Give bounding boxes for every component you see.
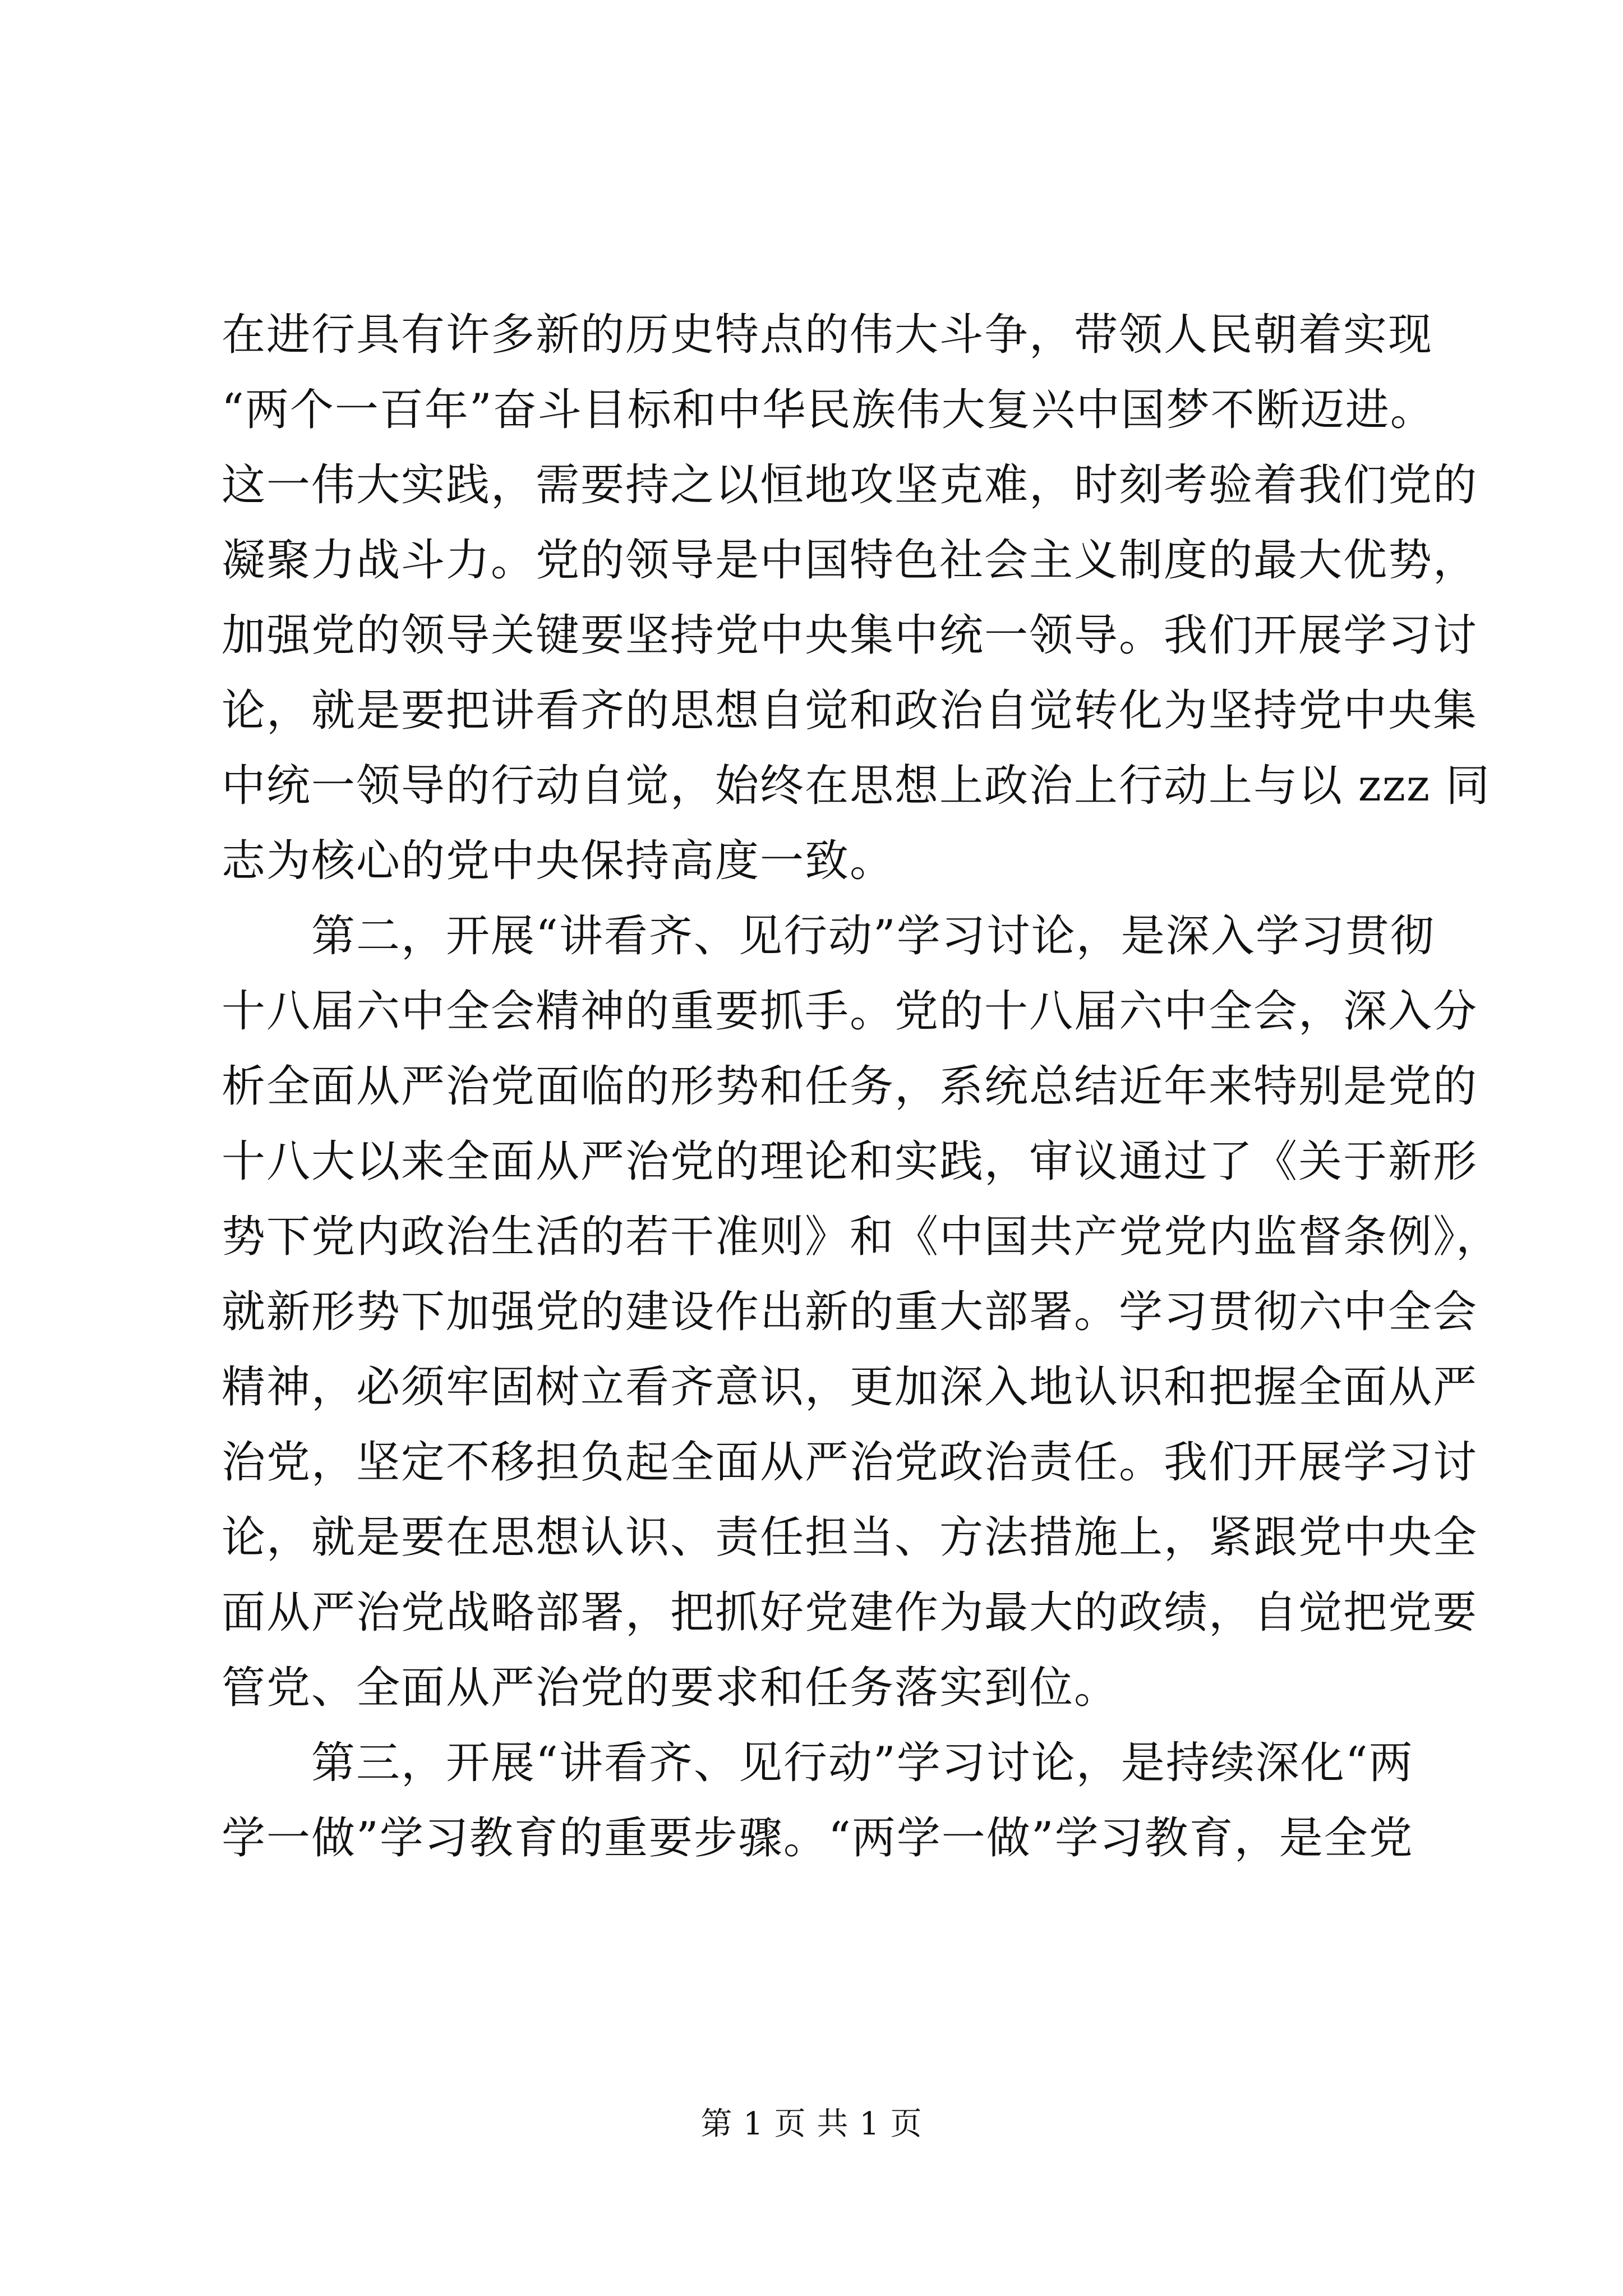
text-line: 析全面从严治党面临的形势和任务，系统总结近年来特别是党的 [222, 1061, 1478, 1112]
text-line: 十八大以来全面从严治党的理论和实践，审议通过了《关于新形 [222, 1137, 1478, 1187]
text-line: 论，就是要把讲看齐的思想自觉和政治自觉转化为坚持党中央集 [222, 685, 1478, 736]
page-footer: 第 1 页 共 1 页 [700, 2106, 923, 2142]
text-line: “两个一百年”奋斗目标和中华民族伟大复兴中国梦不断迈进。 [222, 385, 1435, 435]
text-line: 论，就是要在思想认识、责任担当、方法措施上，紧跟党中央全 [222, 1512, 1478, 1563]
text-line: 治党，坚定不移担负起全面从严治党政治责任。我们开展学习讨 [222, 1437, 1478, 1488]
paragraph-start-line: 第三，开展“讲看齐、见行动”学习讨论，是持续深化“两 [311, 1738, 1414, 1788]
paragraph-start-line: 第二，开展“讲看齐、见行动”学习讨论，是深入学习贯彻 [311, 911, 1435, 961]
text-line: 这一伟大实践，需要持之以恒地攻坚克难，时刻考验着我们党的 [222, 460, 1478, 510]
text-line: 势下党内政治生活的若干准则》和《中国共产党党内监督条例》， [222, 1212, 1501, 1262]
text-line: 凝聚力战斗力。党的领导是中国特色社会主义制度的最大优势， [222, 535, 1478, 586]
document-body [222, 297, 1501, 1876]
text-line: 管党、全面从严治党的要求和任务落实到位。 [222, 1663, 1119, 1713]
text-line: 中统一领导的行动自觉，始终在思想上政治上行动上与以 zzz 同 [222, 761, 1491, 811]
text-line: 在进行具有许多新的历史特点的伟大斗争，带领人民朝着实现 [222, 310, 1433, 360]
text-line: 加强党的领导关键要坚持党中央集中统一领导。我们开展学习讨 [222, 610, 1478, 661]
text-line: 十八届六中全会精神的重要抓手。党的十八届六中全会，深入分 [222, 986, 1478, 1037]
text-line: 精神，必须牢固树立看齐意识，更加深入地认识和把握全面从严 [222, 1362, 1478, 1412]
text-line: 志为核心的党中央保持高度一致。 [222, 836, 895, 886]
text-line: 面从严治党战略部署，把抓好党建作为最大的政绩，自觉把党要 [222, 1588, 1478, 1638]
text-line: 就新形势下加强党的建设作出新的重大部署。学习贯彻六中全会 [222, 1287, 1478, 1337]
text-line: 学一做”学习教育的重要步骤。“两学一做”学习教育，是全党 [222, 1813, 1414, 1864]
